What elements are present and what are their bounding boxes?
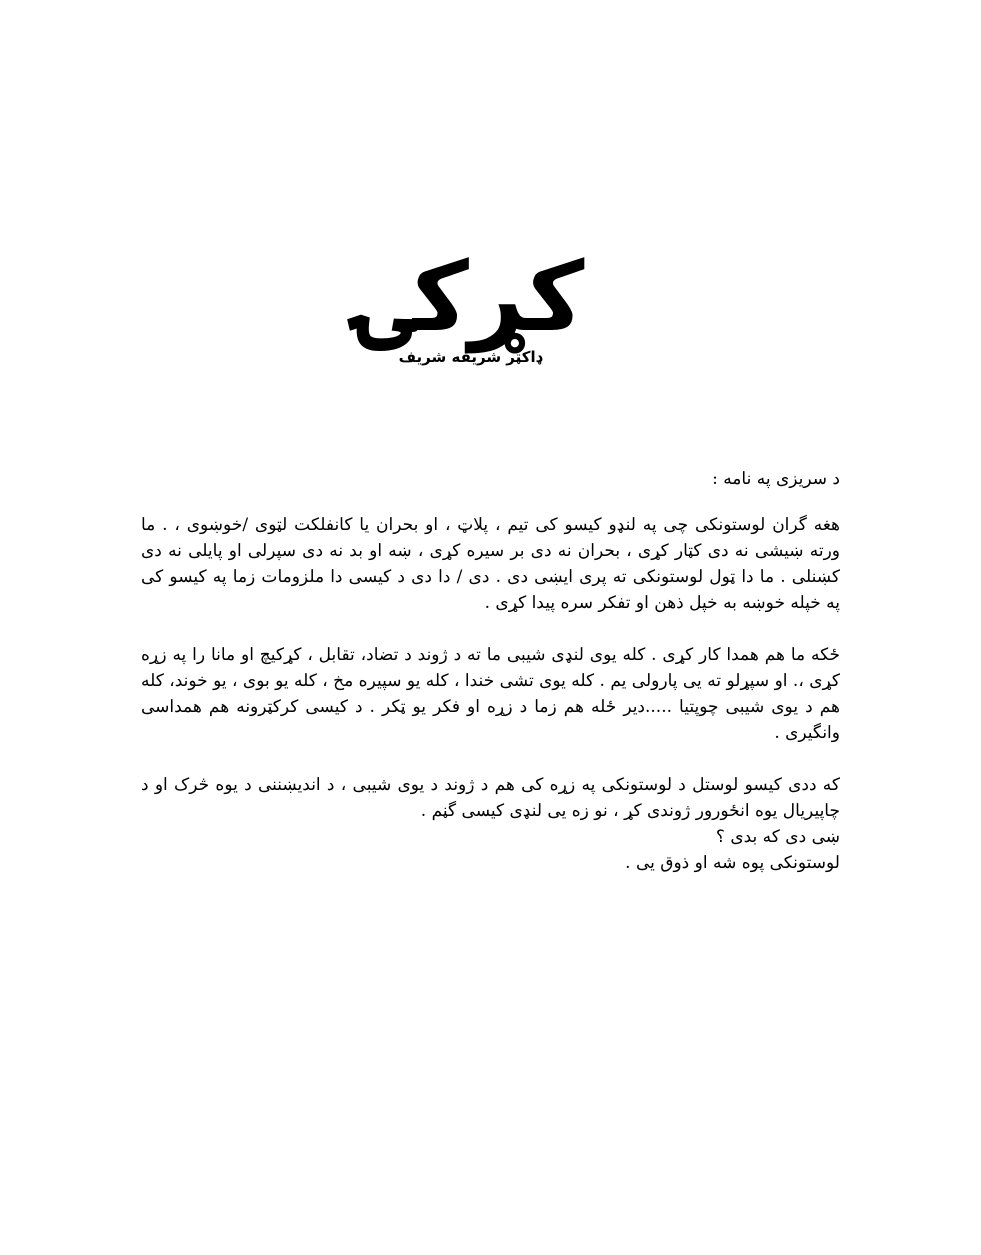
body-paragraph-3: که ددی کیسو لوستل د لوستونکی په زړه کی هم د ژوند د یوی شیبی ، د اندیښننی د یوه څرک او د چاپیریال یوه انځورور ژوندی کړ ، نو زه یی لنډی کیسی گڼم . xyxy=(141,775,840,821)
page-title: کړکۍ xyxy=(356,241,585,354)
closing-line-2: لوستونکی پوه شه او ذوق یی . xyxy=(625,853,840,873)
salutation-line: د سریزی په نامه : xyxy=(712,469,840,489)
body-paragraph-2: ځکه ما هم همدا کار کړی . کله یوی لنډی شیبی ما ته د ژوند د تضاد، تقابل ، کړکیچ او مانا را په زړه کړی ،. او سپړلو ته یی پارولی یم . کله یوی تشی خندا ، کله یو سپیره مخ ، کله یو بوی ، یو خوند، کله هم د یوی شیبی چوپتیا .....دیر ځله هم زما د زړه او فکر یو ټکر . د کیسی کرکټرونه هم همداسی وانگیری . xyxy=(141,645,840,743)
closing-line-1: ښی دی که بدی ؟ xyxy=(715,827,840,847)
body-paragraph-1: هغه گران لوستونکی چی په لنډو کیسو کی تیم ، پلاټ ، او بحران یا کانفلکت لټوی /خوښوی ، . ما ورته ښیشی نه دی کټار کړی ، بحران نه دی بر سیره کړی ، ښه او بد نه دی سپرلی او پایلی نه دی کښنلی . ما دا ټول لوستونکی ته پری ایښی دی . دی / دا دی د کیسی دا ملزومات زما په کیسو کی په خپله خوښه به خپل ذهن او تفکر سره پیدا کړی . xyxy=(141,515,840,613)
closing-block xyxy=(141,824,840,876)
author-byline: ډاکټر شریفه شریف xyxy=(398,348,543,366)
document-body xyxy=(141,466,840,876)
